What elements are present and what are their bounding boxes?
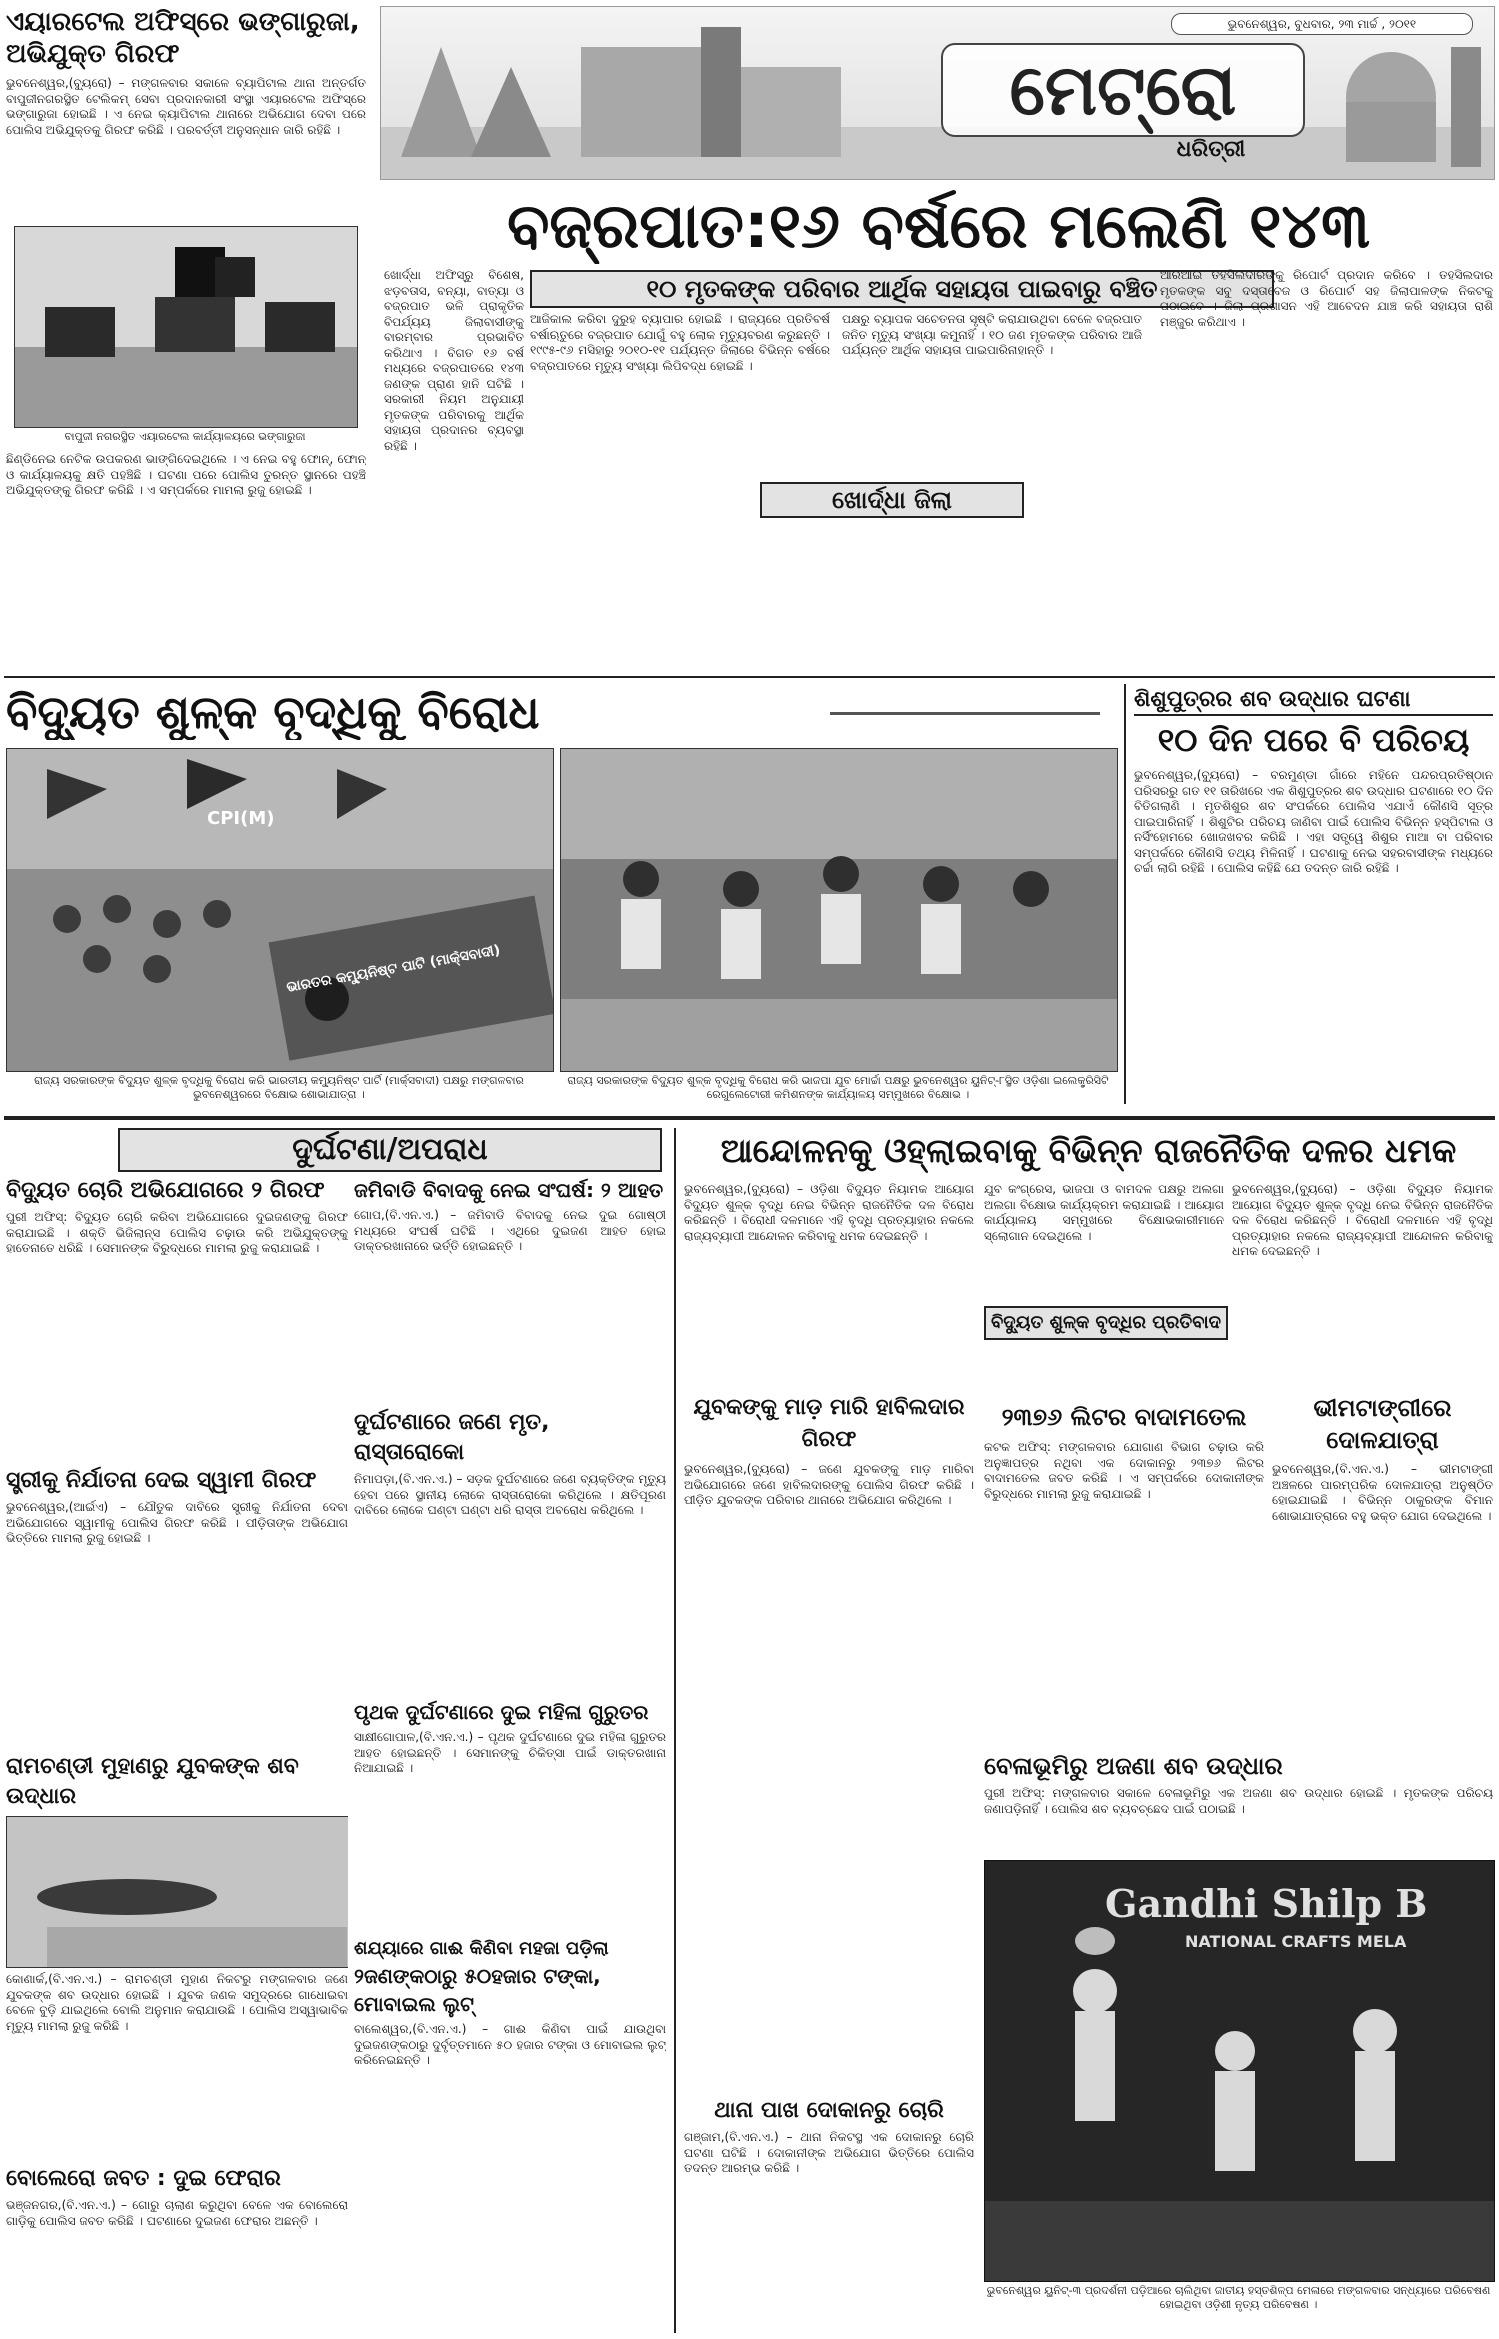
oil-body: କଟକ ଅଫିସ୍: ମଙ୍ଗଳବାର ଯୋଗାଣ ବିଭାଗ ଚଢ଼ାଉ କରି ଅନୁଜ୍ଞାପତ୍ର ନଥିବା ଏକ ଦୋକାନରୁ ୨୩୭୬ ଲିଟର ବାଦାମତେଲ ଜବତ କରିଛି । ଏ ସମ୍ପର୍କରେ ଦୋକାନୀଙ୍କ ବିରୁଦ୍ଧରେ ମାମଲା ରୁଜୁ କରାଯାଇଛି । (984, 1440, 1264, 1501)
s1-body: ପୁରୀ ଅଫିସ୍: ବିଦ୍ୟୁତ ଚୋରି କରିବା ଅଭିଯୋଗରେ ଦୁଇଜଣଙ୍କୁ ଗିରଫ କରାଯାଇଛି । ଶକ୍ତି ଭିଜିଲାନ୍ସ ପୋଲିସ ଚଢ଼ାଉ କରି ଅଭିଯୁକ୍ତଙ୍କୁ ହାତେନାତେ ଧରିଛି । ସେମାନଙ୍କ ବିରୁଦ୍ଧରେ ମାମଲା ରୁଜୁ କରାଯାଇଛି । (6, 1210, 348, 1255)
crafts-photo-caption: ଭୁବନେଶ୍ୱର ୟୁନିଟ୍-୩ ପ୍ରଦର୍ଶନୀ ପଡ଼ିଆରେ ଚାଲିଥିବା ଜାତୀୟ ହସ୍ତଶିଳ୍ପ ମେଳାରେ ମଙ୍ଗଳବାର ସନ୍ଧ୍ୟାରେ ପରିବେଷଣ ହୋଇଥିବା ଓଡ଼ିଶୀ ନୃତ୍ୟ ପରିବେଷଣ । (986, 2284, 1491, 2311)
crime-col-a (6, 1176, 348, 2333)
movement-body: ଭୁବନେଶ୍ୱର,(ବ୍ୟୁରୋ) – ଓଡ଼ିଶା ବିଦ୍ୟୁତ ନିୟାମକ ଆୟୋଗ ବିଦ୍ୟୁତ ଶୁଳ୍କ ବୃଦ୍ଧି ନେଇ ବିଭିନ୍ନ ରାଜନୈତିକ ଦଳ ବିରୋଧ କରିଛନ୍ତି । ବିରୋଧୀ ଦଳମାନେ ଏହି ବୃଦ୍ଧି ପ୍ରତ୍ୟାହାର ନକଲେ ରାଜ୍ୟବ୍ୟାପୀ ଆନ୍ଦୋଳନ କରିବାକୁ ଧମକ ଦେଇଛନ୍ତି । (684, 1182, 974, 1243)
oil-headline: ୨୩୭୬ ଲିଟର ବାଦାମତେଲ (1001, 1403, 1247, 1431)
beach-body-photo (6, 1816, 348, 1968)
m4-body: ବାଲେଶ୍ୱର,(ବି.ଏନ.ଏ.) – ଗାଈ କିଣିବା ପାଇଁ ଯାଉଥିବା ଦୁଇଜଣଙ୍କଠାରୁ ଦୁର୍ବୃତ୍ତମାନେ ୫୦ ହଜାର ଟଙ୍କା ଓ ମୋବାଇଲ ଲୁଟ୍ କରିନେଇଛନ୍ତି । (354, 2022, 666, 2067)
cpim-photo-caption: ରାଜ୍ୟ ସରକାରଙ୍କ ବିଦ୍ୟୁତ ଶୁଳ୍କ ବୃଦ୍ଧିକୁ ବିରୋଧ କରି ଭାରତୀୟ କମ୍ୟୁନିଷ୍ଟ ପାର୍ଟି (ମାର୍କ୍ସବାଦୀ) ପକ୍ଷରୁ ମଙ୍ଗଳବାର ଭୁବନେଶ୍ୱରରେ ବିକ୍ଷୋଭ ଶୋଭାଯାତ୍ରା । (34, 1074, 524, 1101)
m2-headline: ଦୁର୍ଘଟଣାରେ ଜଣେ ମୃତ, ରାସ୍ତାରୋକୋ (354, 1410, 550, 1465)
lightning-col-4: ଆରଆଇ ତହସିଲଦାରଙ୍କୁ ରିପୋର୍ଟ ପ୍ରଦାନ କରିବେ । ତହସିଲଦାର ମୃତକଙ୍କ ସବୁ ଦସ୍ତାବେଜ ଓ ରିପୋର୍ଟ ସହ ଜିଲାପାଳଙ୍କ ନିକଟକୁ ପଠାଇବେ । ଜିଲା ପ୍ରଶାସନ ଏହି ଆବେଦନ ଯାଞ୍ଚ କରି ସହାୟତା ରାଶି ମଞ୍ଜୁର କରିଥାଏ । (1160, 268, 1493, 329)
child-headline: ୧୦ ଦିନ ପରେ ବି ପରିଚୟ (1157, 721, 1470, 759)
dola-headline: ଭୀମଟାଙ୍ଗୀରେ ଦୋଳଯାତ୍ରା (1313, 1394, 1452, 1454)
airtel-body-1: ଭୁବନେଶ୍ୱର,(ବ୍ୟୁରୋ) – ମଙ୍ଗଳବାର ସକାଳେ ବ୍ୟାପିଟାଲ ଥାନା ଅନ୍ତର୍ଗତ ବାପୁଜୀନଗରସ୍ଥିତ ଟେଲିକମ୍ ସେବା ପ୍ରଦାନକାରୀ ସଂସ୍ଥା ଏୟାରଟେଲ ଅଫିସ୍‌ରେ ଭଙ୍ଗାରୁଜା ହୋଇଛି । ଏ ନେଇ କ୍ୟାପିଟାଲ ଥାନାରେ ଅଭିଯୋଗ ଦେବା ପରେ ପୋଲିସ ଅଭିଯୁକ୍ତକୁ ଗିରଫ କରିଛି । ପରବର୍ତ୍ତୀ ଅନୁସନ୍ଧାନ ଜାରି ରହିଛି । (6, 76, 366, 137)
crime-section-title: ଦୁର୍ଘଟଣା/ଅପରାଧ (118, 1128, 662, 1172)
movement-headline: ଆନ୍ଦୋଳନକୁ ଓହ୍ଲାଇବାକୁ ବିଭିନ୍ନ ରାଜନୈତିକ ଦଳର ଧମକ (720, 1131, 1457, 1170)
crime-col-b (354, 1176, 666, 2333)
s2-body: ଭୁବନେଶ୍ୱର,(ଆର୍ଇଏ) – ଯୌତୁକ ଦାବିରେ ସ୍ତ୍ରୀକୁ ନିର୍ଯାତନା ଦେବା ଅଭିଯୋଗରେ ସ୍ୱାମୀକୁ ପୋଲିସ ଗିରଫ କରିଛି । ପୀଡ଼ିତାଙ୍କ ଅଭିଯୋଗ ଭିତ୍ତିରେ ମାମଲା ରୁଜୁ ହୋଇଛି । (6, 1500, 348, 1545)
bjp-photo-caption: ରାଜ୍ୟ ସରକାରଙ୍କ ବିଦ୍ୟୁତ ଶୁଳ୍କ ବୃଦ୍ଧିକୁ ବିରୋଧ କରି ଭାଜପା ଯୁବ ମୋର୍ଚ୍ଚା ପକ୍ଷରୁ ଭୁବନେଶ୍ୱର ୟୁନିଟ୍-୮ସ୍ଥିତ ଓଡ଼ିଶା ଇଲେକ୍ଟ୍ରିସିଟି ରେଗୁଲେଟୋରୀ କମିଶନଙ୍କ କାର୍ଯ୍ୟାଳୟ ସମ୍ମୁଖରେ ବିକ୍ଷୋଭ । (567, 1074, 1109, 1101)
divider-crime (674, 1128, 676, 2333)
movement-tag: ବିଦ୍ୟୁତ ଶୁଳ୍କ ବୃଦ୍ଧିର ପ୍ରତିବାଦ (984, 1306, 1228, 1340)
child-body: ଭୁବନେଶ୍ୱର,(ବ୍ୟୁରୋ) – ବରମୁଣ୍ଡା ଗାଁରେ ମହିନେ ପନ୍ଦରପ୍ରତିଷ୍ଠାନ ପରିସରରୁ ଗତ ୧୧ ତାରିଖରେ ଏକ ଶିଶୁପୁତ୍ରର ଶବ ଉଦ୍ଧାର ଘଟଣାରେ ୧୦ ଦିନ ବିତିଗଲାଣି । ମୃତଶିଶୁର ଶବ ସଂପର୍କରେ ପୋଲିସ ଏଯାଏଁ କୌଣସି ସୂତ୍ର ପାଇପାରିନାହିଁ । ଶିଶୁଟିର ପରିଚୟ ଜାଣିବା ପାଇଁ ପୋଲିସ ବିଭିନ୍ନ ହସ୍‌ପିଟାଲ ଓ ନର୍ସିଂହୋମରେ ଖୋଜଖବର କରିଛି । ଏହା ସତ୍ତ୍ୱେ ଶିଶୁର ମାଆ ବା ପରିବାର ସମ୍ପର୍କରେ କୌଣସି ତଥ୍ୟ ମିଳିନାହିଁ । ଘଟଣାକୁ ନେଇ ସହରବାସୀଙ୍କ ମଧ୍ୟରେ ଚର୍ଚ୍ଚା ଲାଗି ରହିଛି । ପୋଲିସ କହିଛି ଯେ ତଦନ୍ତ ଜାରି ରହିଛି । (1134, 768, 1493, 875)
m1-body: ଗୋପ,(ବି.ଏନ.ଏ.) – ଜମିବାଡି ବିବାଦକୁ ନେଇ ଦୁଇ ଗୋଷ୍ଠୀ ମଧ୍ୟରେ ସଂଘର୍ଷ ଘଟିଛି । ଏଥିରେ ଦୁଇଜଣ ଆହତ ହୋଇ ଡାକ୍ତରଖାନାରେ ଭର୍ତ୍ତି ହୋଇଛନ୍ତି । (354, 1208, 666, 1253)
khordha-tag: ଖୋର୍ଦ୍ଧା ଜିଲା (760, 482, 1024, 518)
s3-body: କୋଣାର୍କ,(ବି.ଏନ.ଏ.) – ରାମଚଣ୍ଡୀ ମୁହାଣ ନିକଟରୁ ମଙ୍ଗଳବାର ଜଣେ ଯୁବକଙ୍କ ଶବ ଉଦ୍ଧାର ହୋଇଛି । ଯୁବକ ଜଣକ ସମୁଦ୍ରରେ ଗାଧୋଇବା ବେଳେ ବୁଡ଼ି ଯାଇଥିଲେ ବୋଲି ଅନୁମାନ କରାଯାଉଛି । ପୋଲିସ ଅସ୍ୱାଭାବିକ ମୃତ୍ୟୁ ମାମଲା ରୁଜୁ କରିଛି । (6, 1972, 348, 2033)
divider-2 (4, 1116, 1495, 1120)
s1-headline: ବିଦ୍ୟୁତ ଚୋରି ଅଭିଯୋଗରେ ୨ ଗିରଫ (6, 1178, 325, 1203)
dateline: ଭୁବନେଶ୍ୱର, ବୁଧବାର, ୨୩ ମାର୍ଚ୍ଚ , ୨୦୧୧ (1171, 13, 1473, 35)
masthead-title: ମେଟ୍ରୋ (941, 43, 1305, 137)
masthead (380, 6, 1495, 180)
body-found-headline: ବେଳାଭୂମିରୁ ଅଜଣା ଶବ ଉଦ୍ଧାର (984, 1752, 1283, 1780)
c3b-headline: ଥାନା ପାଖ ଦୋକାନରୁ ଚୋରି (714, 2098, 944, 2123)
c3-headline: ଯୁବକଙ୍କୁ ମାଡ଼ ମାରି ହାବିଲଦାର ଗିରଫ (693, 1395, 965, 1452)
dola-body: ଭୁବନେଶ୍ୱର,(ବି.ଏନ.ଏ.) – ଭୀମଟାଙ୍ଗୀ ଅଞ୍ଚଳରେ ପାରମ୍ପରିକ ଦୋଳଯାତ୍ରା ଅନୁଷ୍ଠିତ ହୋଇଯାଇଛି । ବିଭିନ୍ନ ଠାକୁରଙ୍କ ବିମାନ ଶୋଭାଯାତ୍ରାରେ ବହୁ ଭକ୍ତ ଯୋଗ ଦେଇଥିଲେ । (1272, 1462, 1493, 1523)
beach-illustration (7, 1817, 348, 1967)
airtel-story (6, 6, 366, 666)
m3-headline: ପୃଥକ ଦୁର୍ଘଟଣାରେ ଦୁଇ ମହିଳା ଗୁରୁତର (354, 1700, 649, 1724)
m3-body: ସାକ୍ଷୀଗୋପାଳ,(ବି.ଏନ.ଏ.) – ପୃଥକ ଦୁର୍ଘଟଣାରେ ଦୁଇ ମହିଳା ଗୁରୁତର ଆହତ ହୋଇଛନ୍ତି । ସେମାନଙ୍କୁ ଚିକିତ୍ସା ପାଇଁ ଡାକ୍ତରଖାନା ନିଆଯାଇଛି । (354, 1730, 666, 1775)
cpim-rally-illustration (7, 749, 553, 1071)
m4-headline: ଶଯ୍ୟାରେ ଗାଈ କିଣିବା ମହଜା ପଡ଼ିଲା (354, 1938, 609, 1959)
s2-headline: ସ୍ତ୍ରୀକୁ ନିର୍ଯାତନା ଦେଇ ସ୍ୱାମୀ ଗିରଫ (6, 1468, 317, 1493)
m2-body: ନିମାପଡ଼ା,(ବି.ଏନ.ଏ.) – ସଡ଼କ ଦୁର୍ଘଟଣାରେ ଜଣେ ବ୍ୟକ୍ତିଙ୍କ ମୃତ୍ୟୁ ହେବା ପରେ ସ୍ଥାନୀୟ ଲୋକେ ରାସ୍ତାରୋକୋ କରିଥିଲେ । କ୍ଷତିପୂରଣ ଦାବିରେ ଲୋକେ ଘଣ୍ଟା ଘଣ୍ଟା ଧରି ରାସ୍ତା ଅବରୋଧ କରିଥିଲେ । (354, 1472, 666, 1517)
movement-body-2: ଯୁବ କଂଗ୍ରେସ, ଭାଜପା ଓ ବାମଦଳ ପକ୍ଷରୁ ଅଲଗା ଅଲଗା ବିକ୍ଷୋଭ କାର୍ଯ୍ୟକ୍ରମ କରାଯାଇଛି । ଆୟୋଗ କାର୍ଯ୍ୟାଳୟ ସମ୍ମୁଖରେ ବିକ୍ଷୋଭକାରୀମାନେ ସ୍ଲୋଗାନ ଦେଇଥିଲେ । (984, 1182, 1224, 1243)
lightning-subhead: ୧୦ ମୃତକଙ୍କ ପରିବାର ଆର୍ଥିକ ସହାୟତା ପାଇବାରୁ ବଞ୍ଚିତ (530, 270, 1274, 308)
crafts-banner-line-1: Gandhi Shilp B (1105, 1881, 1428, 1926)
banner-rule (830, 712, 1100, 715)
s4-headline: ବୋଲେରୋ ଜବତ : ଦୁଇ ଫେରାର (6, 2166, 281, 2191)
airtel-office-photo (14, 226, 358, 428)
c3b-body: ଗଞ୍ଜାମ,(ବି.ଏନ.ଏ.) – ଥାନା ନିକଟସ୍ଥ ଏକ ଦୋକାନରୁ ଚୋରି ଘଟଣା ଘଟିଛି । ଦୋକାନୀଙ୍କ ଅଭିଯୋଗ ଭିତ୍ତିରେ ପୋଲିସ ତଦନ୍ତ ଆରମ୍ଭ କରିଛି । (684, 2130, 974, 2175)
airtel-photo-caption: ବାପୁଜୀ ନଗରସ୍ଥିତ ଏୟାରଟେଲ କାର୍ଯ୍ୟାଳୟରେ ଭଙ୍ଗାରୁଜା (64, 430, 306, 443)
child-kicker: ଶିଶୁପୁତ୍ରର ଶବ ଉଦ୍ଧାର ଘଟଣା (1134, 686, 1493, 716)
cpim-banner-text: ଭାରତର କମ୍ୟୁନିଷ୍ଟ ପାର୍ଟି (ମାର୍କ୍ସବାଦୀ) (285, 942, 502, 996)
lightning-col-1: ଖୋର୍ଦ୍ଧା ଅଫିସ୍‌ରୁ ବିଶେଷ, ଝଡ଼ବତାସ, ବନ୍ୟା, ବାତ୍ୟା ଓ ବଜ୍ରପାତ ଭଳି ପ୍ରାକୃତିକ ବିପର୍ଯ୍ୟୟ ଜିଲାବାସୀଙ୍କୁ ବାରମ୍ବାର ପ୍ରଭାବିତ କରିଥାଏ । ବିଗତ ୧୬ ବର୍ଷ ମଧ୍ୟରେ ବଜ୍ରପାତରେ ୧୪୩ ଜଣଙ୍କ ପ୍ରାଣ ହାନି ଘଟିଛି । ସରକାରୀ ନିୟମ ଅନୁଯାୟୀ ମୃତକଙ୍କ ପରିବାରକୁ ଆର୍ଥିକ ସହାୟତା ପ୍ରଦାନର ବ୍ୟବସ୍ଥା ରହିଛି । (384, 268, 524, 453)
divider-child (1124, 684, 1126, 1104)
cpim-flag-text: CPI(M) (207, 809, 275, 829)
bjp-sitin-illustration (561, 749, 1117, 1071)
airtel-body-2: ଛିଣ୍ଡିନେଇ ନେଟିକ ଉପକରଣ ଭାଙ୍ଗିଦେଇଥିଲେ । ଏ ନେଇ ବହୁ ଫୋନ୍, ଫୋନ୍ ଓ କାର୍ଯ୍ୟାଳୟକୁ କ୍ଷତି ପହଞ୍ଚିଛି । ଘଟଣା ପରେ ପୋଲିସ ତୁରନ୍ତ ସ୍ଥାନରେ ପହଞ୍ଚି ଅଭିଯୁକ୍ତଙ୍କୁ ଗିରଫ କରିଛି । ଏ ସମ୍ପର୍କରେ ମାମଲା ରୁଜୁ ହୋଇଛି । (6, 452, 366, 497)
lightning-headline: ବଜ୍ରପାତ:୧୬ ବର୍ଷରେ ମଲେଣି ୧୪୩ (507, 189, 1370, 262)
masthead-subtitle: ଧରିତ୍ରୀ (1176, 137, 1246, 162)
movement-body-3: ଭୁବନେଶ୍ୱର,(ବ୍ୟୁରୋ) – ଓଡ଼ିଶା ବିଦ୍ୟୁତ ନିୟାମକ ଆୟୋଗ ବିଦ୍ୟୁତ ଶୁଳ୍କ ବୃଦ୍ଧି ନେଇ ବିଭିନ୍ନ ରାଜନୈତିକ ଦଳ ବିରୋଧ କରିଛନ୍ତି । ବିରୋଧୀ ଦଳମାନେ ଏହି ବୃଦ୍ଧି ପ୍ରତ୍ୟାହାର ନକଲେ ରାଜ୍ୟବ୍ୟାପୀ ଆନ୍ଦୋଳନ କରିବାକୁ ଧମକ ଦେଇଛନ୍ତି । (1232, 1182, 1493, 1258)
m1-headline: ଜମିବାଡି ବିବାଦକୁ ନେଇ ସଂଘର୍ଷ: ୨ ଆହତ (354, 1178, 664, 1202)
bjp-protest-photo (560, 748, 1118, 1072)
body-found-body: ପୁରୀ ଅଫିସ୍: ମଙ୍ଗଳବାର ସକାଳେ ବେଳାଭୂମିରୁ ଏକ ଅଜଣା ଶବ ଉଦ୍ଧାର ହୋଇଛି । ମୃତକଙ୍କ ପରିଚୟ ଜଣାପଡ଼ିନାହିଁ । ପୋଲିସ ଶବ ବ୍ୟବଚ୍ଛେଦ ପାଇଁ ପଠାଇଛି । (984, 1786, 1493, 1816)
s4-body: ଭଞ୍ଜନଗର,(ବି.ଏନ.ଏ.) – ଗୋରୁ ଚାଲାଣ କରୁଥିବା ବେଳେ ଏକ ବୋଲେରୋ ଗାଡ଼ିକୁ ପୋଲିସ ଜବତ କରିଛି । ଘଟଣାରେ ଦୁଇଜଣ ଫେରାର ଅଛନ୍ତି । (6, 2198, 348, 2228)
lightning-col-3: ପକ୍ଷରୁ ବ୍ୟାପକ ସଚେତନତା ସୃଷ୍ଟି କରାଯାଉଥିବା ବେଳେ ବଜ୍ରପାତ ଜନିତ ମୃତ୍ୟୁ ସଂଖ୍ୟା କମୁନାହିଁ । ୧୦ ଜଣ ମୃତକଙ୍କ ପରିବାର ଆଜି ପର୍ଯ୍ୟନ୍ତ ଆର୍ଥିକ ସହାୟତା ପାଇପାରିନାହାନ୍ତି । (842, 312, 1142, 357)
s3-headline: ରାମଚଣ୍ଡୀ ମୁହାଣରୁ ଯୁବକଙ୍କ ଶବ ଉଦ୍ଧାର (6, 1754, 299, 1809)
divider-1 (4, 676, 1495, 678)
m4-subheadline: ୨ଜଣଙ୍କଠାରୁ ୫୦ହଜାର ଟଙ୍କା, ମୋବାଇଲ ଲୁଟ୍ (354, 1964, 601, 2016)
electricity-banner: ବିଦ୍ୟୁତ ଶୁଳ୍କ ବୃଦ୍ଧିକୁ ବିରୋଧ (6, 685, 540, 739)
crafts-banner-line-2: NATIONAL CRAFTS MELA (1185, 1932, 1407, 1951)
crafts-mela-photo (984, 1860, 1495, 2282)
airtel-headline: ଏୟାରଟେଲ ଅଫିସ୍‌ରେ ଭଙ୍ଗାରୁଜା, ଅଭିଯୁକ୍ତ ଗିରଫ (6, 7, 360, 69)
lightning-col-2: ଆଜିକାଲ କରିବା ଦୁରୁହ ବ୍ୟାପାର ହୋଇଛି । ରାଜ୍ୟରେ ପ୍ରତିବର୍ଷ ବର୍ଷାଋତୁରେ ବଜ୍ରପାତ ଯୋଗୁଁ ବହୁ ଲୋକ ମୃତ୍ୟୁବରଣ କରୁଛନ୍ତି । ୧୯୯୫-୯୬ ମସିହାରୁ ୨୦୧୦-୧୧ ପର୍ଯ୍ୟନ୍ତ ଜିଲାରେ ବିଭିନ୍ନ ବର୍ଷରେ ବଜ୍ରପାତରେ ମୃତ୍ୟୁ ସଂଖ୍ୟା ଲିପିବଦ୍ଧ ହୋଇଛି । (530, 312, 830, 373)
cpim-protest-photo (6, 748, 554, 1072)
office-desk-illustration (15, 227, 357, 427)
c3-body: ଭୁବନେଶ୍ୱର,(ବ୍ୟୁରୋ) – ଜଣେ ଯୁବକଙ୍କୁ ମାଡ଼ ମାରିବା ଅଭିଯୋଗରେ ଜଣେ ହାବିଲଦାରଙ୍କୁ ପୋଲିସ ଗିରଫ କରିଛି । ପୀଡ଼ିତ ଯୁବକଙ୍କ ପରିବାର ଥାନାରେ ଅଭିଯୋଗ କରିଥିଲେ । (684, 1462, 974, 1507)
